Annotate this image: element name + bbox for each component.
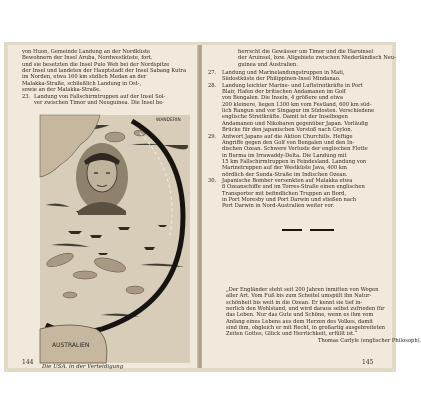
text-line: Port Darwin in Nord-Australien weiter vor. bbox=[222, 203, 335, 210]
paragraph-number: 29. bbox=[208, 133, 217, 140]
text-line: im Norden, etwa 160 km südlich Medan an der bbox=[22, 74, 147, 81]
right-page bbox=[202, 45, 421, 368]
numbered-paragraph-text bbox=[222, 134, 368, 178]
pacific-map-illustration bbox=[40, 115, 190, 363]
open-book bbox=[4, 42, 421, 372]
text-line: Japanische Bomber versenkten auf Malakka etwa bbox=[222, 177, 353, 184]
text-line: dischen Ozean. Schwere Verluste der englischen Flotte bbox=[222, 146, 368, 153]
map-caption: Die USA. in der Verteidigung bbox=[42, 364, 124, 370]
paragraph-number: 28. bbox=[208, 82, 217, 89]
text-line: Brücke für den japanischen Vorstoß nach Ceylon. bbox=[222, 127, 353, 134]
map-label-top: WANDERIN bbox=[156, 118, 181, 123]
text-line: ver zwischen Timor und Neuguinea. Die Insel be- bbox=[34, 99, 165, 106]
paragraph-number-23: 23. bbox=[22, 93, 31, 100]
text-line: Südostküste der Philippinen-Insel Mindanao. bbox=[222, 76, 341, 83]
text-line: herrscht die Gewässer um Timor und die Haroinsel bbox=[238, 49, 374, 55]
text-line: „Der Engländer steht seit 200 Jahren inmitten von Wogen bbox=[226, 287, 379, 293]
text-line: der Insel und landeten der Hauptstadt der Insel Sabang Kutra bbox=[22, 68, 187, 75]
text-line: Anfang eines Lebens aus dem Herzen des Volkes, damit bbox=[226, 318, 373, 325]
text-line: aller Art. Vom Fuß bis zum Scheitel umspült ihn Natur- bbox=[226, 293, 372, 300]
right-page-top-text bbox=[238, 49, 396, 68]
text-line: Marinetruppen auf der Westküste Java, 400 km bbox=[222, 165, 347, 172]
text-line: 8 Ozeanschiffe und im Torres-Straße einen englischen bbox=[222, 184, 365, 191]
page-number-left: 144 bbox=[22, 359, 34, 366]
text-line: von Huon, Gemeinde Landung an der Nordküste bbox=[22, 49, 151, 55]
text-line: Bewohnern der Insel Aruba, Nordwestküste, fort. bbox=[22, 55, 153, 62]
numbered-paragraph-text bbox=[222, 70, 345, 83]
decorative-rule-left bbox=[282, 229, 302, 231]
text-line: in Burma im Irrawaddy-Delta. Die Landung mit bbox=[222, 152, 347, 159]
text-line: guinea und Australien. bbox=[238, 61, 298, 68]
text-line: nerlich den Wohlstand, und wird daraus selbst zufrieden für bbox=[226, 306, 385, 313]
text-line: Blair, Hafen der britischen Andamanen im Golf bbox=[222, 89, 346, 96]
text-line: lich Rangun und vor Singapur im Südosten. Verschiedene bbox=[222, 108, 375, 115]
text-line: 200 kleinere, liegen 1300 km vom Festland, 600 km süd- bbox=[222, 101, 372, 108]
numbered-paragraph-text bbox=[222, 83, 374, 134]
text-line: in Port Moresby und Port Darwin und stießen nach bbox=[222, 196, 357, 203]
text-line: sowie an der Malakka-Straße. bbox=[22, 87, 101, 94]
decorative-rule-right bbox=[310, 229, 334, 231]
map-label-australia: AUSTRALIEN bbox=[52, 342, 90, 349]
left-page bbox=[8, 45, 198, 368]
text-line: nördlich der Sunda-Straße im Indischen Ozean. bbox=[222, 171, 348, 178]
text-line: schönheit bis weit in die Ozean. Er kennt sie tief in- bbox=[226, 299, 363, 306]
paragraph-number: 27. bbox=[208, 70, 217, 76]
paragraph-number: 30. bbox=[208, 177, 217, 184]
text-line: Andamanen und Nikobaren gegenüber Japan. Vorläufig bbox=[222, 120, 368, 127]
quote-author: Thomas Carlyle (englischer Philosoph). bbox=[318, 338, 421, 344]
text-line: der Aruinsel, bzw. Altgebiete zwischen Niederländisch Neu- bbox=[238, 55, 396, 62]
text-line: Landung leichter Marine- und Luftstreitkräfte in Port bbox=[222, 82, 363, 89]
left-page-top-text bbox=[22, 49, 186, 93]
text-line: englische Streitkräfte. Damit ist der Inselbogen bbox=[222, 114, 348, 121]
carlyle-quote bbox=[226, 287, 385, 338]
text-line: Angriffe gegen den Golf von Bengalen und den In- bbox=[222, 139, 355, 146]
numbered-paragraph-text bbox=[222, 178, 365, 210]
text-line: Landung und Marinelandungstruppen in Mati, bbox=[222, 70, 345, 76]
text-line: Malakka-Straße, schließlich Landung in Ost-, bbox=[22, 80, 142, 87]
text-line: Zeiten Gottes, Glück und Herrlichkeit, erfüllt ist.“ bbox=[226, 331, 358, 338]
text-line: Transporter mit befindlichen Truppen an Bord, bbox=[222, 190, 347, 197]
text-line: sind ihm, obgleich er mit Recht, in großartig ausgebreiteten bbox=[226, 325, 386, 332]
text-line: Antwort Japans auf die Aktion Churchills. Heftige bbox=[222, 133, 353, 140]
text-line: und sie besetzten die Insel Pulo Weh bei der Nordspitze bbox=[22, 61, 170, 68]
page-number-right: 145 bbox=[362, 359, 374, 366]
text-line: Landung von Fallschirmtruppen auf der Insel Sol- bbox=[34, 93, 166, 100]
paragraph-23-text bbox=[34, 94, 165, 107]
text-line: das Leben. Nur das Gute und Schöne, wenn es ihm vom bbox=[226, 312, 374, 319]
text-line: von Bengalen. Die Inseln, 4 größere und etwa bbox=[222, 95, 343, 102]
text-line: 15 km Fallschirmtruppen in Feindesland. Landung von bbox=[222, 158, 367, 165]
